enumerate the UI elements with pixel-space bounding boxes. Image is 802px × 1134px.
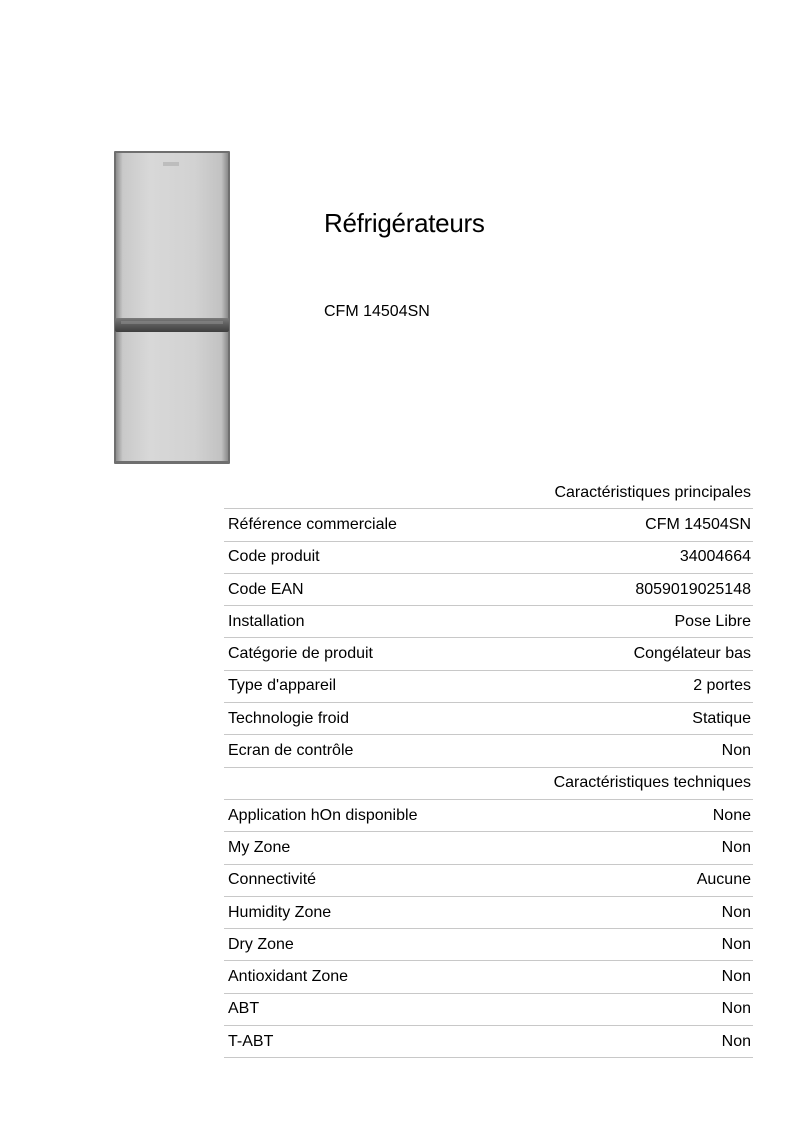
spec-value: Non xyxy=(548,1026,753,1058)
table-row xyxy=(224,1026,753,1058)
table-row xyxy=(224,864,753,896)
spec-label: Installation xyxy=(224,606,548,638)
spec-value: Aucune xyxy=(548,864,753,896)
spec-label: Dry Zone xyxy=(224,929,548,961)
spec-label: Code produit xyxy=(224,541,548,573)
spec-label: Référence commerciale xyxy=(224,509,548,541)
spec-label: Catégorie de produit xyxy=(224,638,548,670)
table-row xyxy=(224,896,753,928)
spec-value: Statique xyxy=(548,703,753,735)
table-row xyxy=(224,961,753,993)
table-row xyxy=(224,509,753,541)
table-row xyxy=(224,606,753,638)
page-title: Réfrigérateurs xyxy=(324,208,485,238)
table-row xyxy=(224,573,753,605)
spec-table xyxy=(224,477,753,1058)
spec-value: 34004664 xyxy=(548,541,753,573)
spec-label: Ecran de contrôle xyxy=(224,735,548,767)
section-header-technical xyxy=(224,767,753,799)
section-title: Caractéristiques principales xyxy=(224,477,753,509)
spec-label: Humidity Zone xyxy=(224,896,548,928)
spec-value: Non xyxy=(548,735,753,767)
spec-label: Antioxidant Zone xyxy=(224,961,548,993)
refrigerator-image xyxy=(113,150,231,466)
spec-label: T-ABT xyxy=(224,1026,548,1058)
spec-value: 8059019025148 xyxy=(548,573,753,605)
table-row xyxy=(224,703,753,735)
table-row xyxy=(224,832,753,864)
table-row xyxy=(224,929,753,961)
spec-value: Congélateur bas xyxy=(548,638,753,670)
table-row xyxy=(224,993,753,1025)
spec-value: Non xyxy=(548,993,753,1025)
section-title: Caractéristiques techniques xyxy=(224,767,753,799)
table-row xyxy=(224,799,753,831)
spec-label: ABT xyxy=(224,993,548,1025)
table-row xyxy=(224,735,753,767)
table-row xyxy=(224,670,753,702)
table-row xyxy=(224,638,753,670)
table-row xyxy=(224,541,753,573)
spec-label: Technologie froid xyxy=(224,703,548,735)
spec-value: Pose Libre xyxy=(548,606,753,638)
spec-value: 2 portes xyxy=(548,670,753,702)
spec-label: Code EAN xyxy=(224,573,548,605)
spec-label: Type d'appareil xyxy=(224,670,548,702)
spec-label: Connectivité xyxy=(224,864,548,896)
spec-value: CFM 14504SN xyxy=(548,509,753,541)
spec-value: Non xyxy=(548,961,753,993)
spec-value: Non xyxy=(548,929,753,961)
section-header-main xyxy=(224,477,753,509)
spec-value: Non xyxy=(548,832,753,864)
spec-value: None xyxy=(548,799,753,831)
model-number: CFM 14504SN xyxy=(324,303,430,320)
spec-label: Application hOn disponible xyxy=(224,799,548,831)
spec-label: My Zone xyxy=(224,832,548,864)
spec-value: Non xyxy=(548,896,753,928)
